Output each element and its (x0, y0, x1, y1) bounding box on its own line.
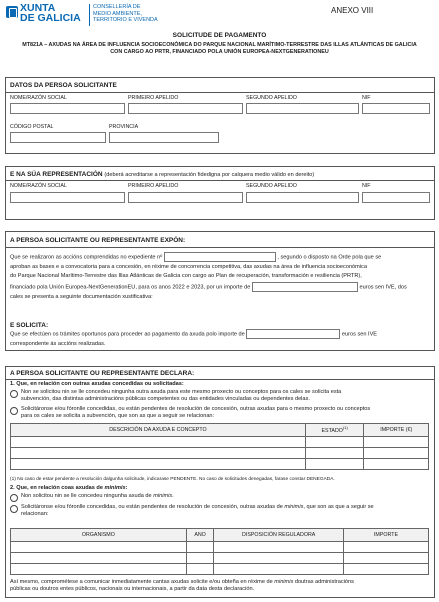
postal-code-label: CÓDIGO POSTAL (10, 124, 54, 130)
representative-section (5, 166, 435, 220)
closing-b: doutras administracións (294, 579, 354, 585)
section-divider (6, 247, 434, 248)
table-footnote: (1) No caso de estar pendente a resolución dalgunha solicitude, indicarase PENDENTE. No caso de solicitudes denegadas, farase constar DENEGADA. (10, 477, 335, 482)
xunta-logo-icon (6, 6, 18, 18)
q2-option2-a: Solicitáronse e/ou fóronlle concedidas, ou están pendentes de resolución de concesión, outras axudas de (21, 504, 283, 510)
table-row (11, 542, 429, 553)
table-cell[interactable] (186, 542, 214, 553)
table-cell[interactable] (11, 459, 306, 470)
payment-amount-field[interactable] (246, 329, 340, 339)
logo-divider (89, 4, 90, 26)
other-aid-table (10, 423, 429, 470)
province-label: PROVINCIA (109, 124, 139, 130)
rep-name-label: NOME/RAZÓN SOCIAL (10, 183, 67, 189)
q2-option1-text (21, 493, 174, 500)
q2-option2-em: minimis (284, 504, 304, 510)
solicita-text-1a: Que se efectúen os trámites oportunos para proceder ao pagamento da axuda polo importe de (10, 331, 245, 338)
q2-option1-a: Non solicitou nin se lle concedeu ningunha axuda de (21, 493, 152, 499)
table-cell[interactable] (11, 437, 306, 448)
name-label: NOME/RAZÓN SOCIAL (10, 95, 67, 101)
q2-text-b: : (125, 485, 128, 491)
expon-line4 (10, 282, 430, 293)
surname2-label: SEGUNDO APELIDO (246, 95, 297, 101)
expon-section (5, 231, 435, 351)
table-cell[interactable] (343, 564, 428, 575)
table-cell[interactable] (11, 542, 187, 553)
expon-text-4a: financiado pola Unión Europea-NextGenerationEU, para os anos 2022 e 2023, por un importe de (10, 284, 251, 291)
table-cell[interactable] (343, 553, 428, 564)
form-title: SOLICITUDE DE PAGAMENTO (172, 32, 267, 39)
q1-option1-line1: Non se solicitou nin se lle concedeu ningunha outra axuda para este mesmo proxecto ou conceptos para os cales se solicita esta (21, 389, 342, 395)
expon-line3: do Parque Nacional Marítimo-Terrestre das Illas Atlánticas de Galicia con cargo ao Plan de recuperación, transformación e resiliencia (PRTR), (10, 273, 362, 280)
table-cell[interactable] (364, 448, 429, 459)
q2-option2-line1 (21, 504, 374, 511)
table-header-row (11, 529, 429, 542)
table-row (11, 553, 429, 564)
q2-option2-radio[interactable] (10, 505, 18, 513)
logo-dept-line2: MEDIO AMBIENTE, (93, 10, 142, 17)
table-cell[interactable] (11, 553, 187, 564)
section-divider (6, 180, 434, 181)
table-cell[interactable] (11, 448, 306, 459)
form-subtitle-line1: MT821A – AXUDAS NA ÁREA DE INFLUENCIA SOCIOECONÓMICA DO PARQUE NACIONAL MARÍTIMO-TERRESTRE DAS ILLAS ATLÁNTICAS DE GALICIA (22, 42, 417, 48)
q1-option1-line2: subvención, das distintas administracións públicas competentes ou das entidades vinculadas ou dependentes delas. (21, 396, 310, 402)
province-field[interactable] (109, 132, 219, 143)
q2-option1-b: . (172, 493, 174, 499)
expon-line2: aproban as bases e a convocatoria para a concesión, en réxime de concorrencia competitiva, das axudas na área de influencia socioeconómica (10, 263, 367, 270)
q2-text-a: 2. Que, en relación coas axudas de (10, 485, 103, 491)
representative-heading (10, 171, 314, 179)
table-cell[interactable] (305, 459, 364, 470)
expedient-number-field[interactable] (164, 252, 276, 262)
rep-surname2-label: SEGUNDO APELIDO (246, 183, 297, 189)
q2-option1-radio[interactable] (10, 494, 18, 502)
table-cell[interactable] (343, 542, 428, 553)
col-amount: IMPORTE (€) (364, 424, 429, 437)
expon-paragraph (10, 252, 430, 302)
representative-heading-text: E NA SÚA REPRESENTACIÓN (10, 171, 103, 178)
applicant-section (5, 77, 435, 154)
section-divider (6, 379, 434, 380)
q1-option2-text (21, 406, 370, 420)
table-row (11, 448, 429, 459)
q1-option2-radio[interactable] (10, 407, 18, 415)
solicita-heading: E SOLICITA: (10, 322, 49, 329)
declara-heading: A PERSOA SOLICITANTE OU REPRESENTANTE DECLARA: (10, 370, 195, 377)
nif-label: NIF (362, 95, 371, 101)
expon-heading: A PERSOA SOLICITANTE OU REPRESENTANTE EXPÓN: (10, 237, 186, 244)
q2-option2-b: , que son as que a seguir se (303, 504, 374, 510)
col-status-label: ESTADO (321, 428, 343, 435)
q1-option2-line2: para os cales se solicita a subvención, que son as que a seguir se relacionan: (21, 413, 215, 419)
rep-surname1-label: PRIMEIRO APELIDO (128, 183, 179, 189)
nif-field[interactable] (362, 103, 430, 114)
col-import: IMPORTE (343, 529, 428, 542)
solicita-line2: correspondente ás accións realizadas. (10, 340, 106, 347)
table-row (11, 459, 429, 470)
form-subtitle-line2: CON CARGO AO PRTR, FINANCIADO POLA UNIÓN EUROPEA-NEXTGENERATIONEU (110, 49, 329, 55)
table-header-row (11, 424, 429, 437)
logo-name (20, 3, 81, 23)
surname2-field[interactable] (246, 103, 359, 114)
logo-department (93, 4, 158, 24)
col-regulation: DISPOSICIÓN REGULADORA (214, 529, 344, 542)
minimis-aid-table (10, 528, 429, 575)
closing-a: Así mesmo, comprométese a comunicar inmediatamente cantas axudas solicite e/ou obteña en réxime de (10, 579, 273, 585)
declara-section (5, 366, 435, 598)
expon-line1 (10, 252, 430, 263)
closing-line2: públicas ou doutros entes públicos, nacionais ou internacionais, a partir da data desta declaración. (10, 586, 255, 592)
table-cell[interactable] (364, 437, 429, 448)
expon-text-1a: Que se realizaron as accións comprendidas no expediente nº (10, 254, 163, 261)
applicant-heading: DATOS DA PERSOA SOLICITANTE (10, 82, 117, 89)
col-description: DESCRICIÓN DA AXUDA E CONCEPTO (11, 424, 306, 437)
closing-statement (10, 579, 354, 593)
name-field[interactable] (10, 103, 125, 114)
col-status (305, 424, 364, 437)
logo-dept-line1: CONSELLERÍA DE (93, 4, 141, 10)
table-cell[interactable] (186, 553, 214, 564)
table-cell[interactable] (11, 564, 187, 575)
closing-line1 (10, 579, 354, 586)
logo-name-line2: DE GALICIA (20, 12, 81, 24)
table-cell[interactable] (364, 459, 429, 470)
expon-text-1b: , segundo o disposto na Orde pola que se (277, 254, 382, 261)
q2-text-em: minimis (104, 485, 126, 491)
col-status-footnote-ref: (1) (342, 425, 348, 431)
rep-nif-field[interactable] (362, 192, 430, 203)
q1-option1-radio[interactable] (10, 390, 18, 398)
table-cell[interactable] (305, 448, 364, 459)
table-cell[interactable] (214, 564, 344, 575)
expon-text-4b: euros sen IVE, dos (359, 284, 407, 291)
surname1-label: PRIMEIRO APELIDO (128, 95, 179, 101)
logo-name-line1: XUNTA (20, 2, 56, 14)
rep-surname1-field[interactable] (128, 192, 243, 203)
solicita-line1 (10, 329, 430, 340)
annex-label: ANEXO VIII (331, 6, 374, 15)
q2-option1-em: minimis (153, 493, 173, 499)
solicita-paragraph (10, 329, 430, 349)
table-row (11, 437, 429, 448)
expon-line5: cales se presenta a seguinte documentación xustificativa: (10, 293, 153, 300)
rep-name-field[interactable] (10, 192, 125, 203)
logo-dept-line3: TERRITORIO E VIVENDA (93, 17, 158, 23)
q2-option2-line2: relacionan: (21, 511, 49, 517)
declaration-q1: 1. Que, en relación con outras axudas concedidas ou solicitadas: (10, 381, 184, 387)
closing-em: minimis (274, 579, 294, 585)
surname1-field[interactable] (128, 103, 243, 114)
table-cell[interactable] (214, 542, 344, 553)
col-year: ANO (186, 529, 214, 542)
grant-amount-field[interactable] (252, 282, 358, 292)
declaration-q2 (10, 485, 128, 492)
solicita-text-1b: euros sen IVE (341, 331, 378, 338)
table-cell[interactable] (186, 564, 214, 575)
postal-code-field[interactable] (10, 132, 106, 143)
q1-option2-line1: Solicitáronse e/ou fóronlle concedidas, ou están pendentes de resolución de concesión, outras axudas para o mesmo proxecto ou conceptos (21, 406, 371, 412)
table-row (11, 564, 429, 575)
rep-surname2-field[interactable] (246, 192, 359, 203)
q1-option1-text (21, 389, 341, 403)
q2-option2-text (21, 504, 374, 518)
representative-heading-note: (deberá acreditarse a representación fidedigna por calquera medio válido en dereito) (104, 172, 315, 178)
rep-nif-label: NIF (362, 183, 371, 189)
section-divider (6, 92, 434, 93)
table-cell[interactable] (305, 437, 364, 448)
col-organism: ORGANISMO (11, 529, 187, 542)
table-cell[interactable] (214, 553, 344, 564)
form-subtitle (0, 42, 439, 56)
